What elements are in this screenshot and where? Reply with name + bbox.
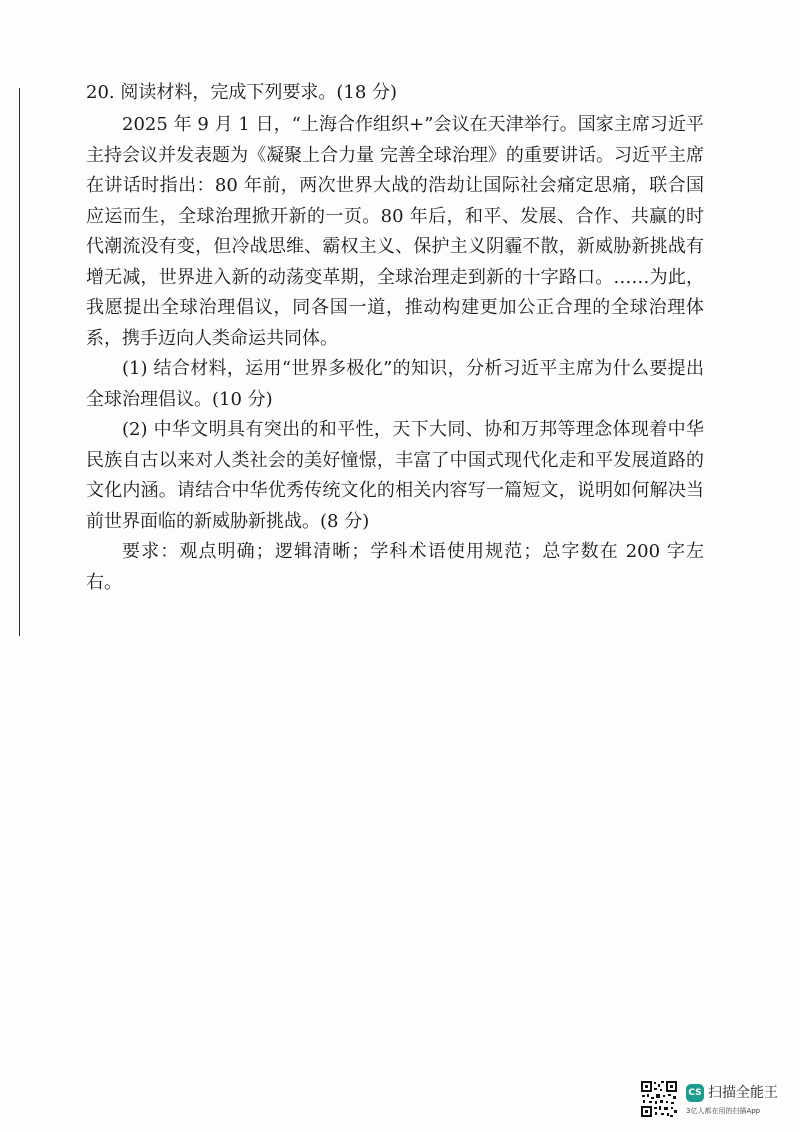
material-paragraph: 2025 年 9 月 1 日，“上海合作组织+”会议在天津举行。国家主席习近平主持会议并发表题为《凝聚上合力量 完善全球治理》的重要讲话。习近平主席在讲话时指出：80 年前，两次世界大战的浩劫让国际社会痛定思痛，联合国应运而生，全球治理掀开新的一页。80 年后，和平、发展、合作、共赢的时代潮流没有变，但冷战思维、霸权主义、保护主义阴霾不散，新威胁新挑战有增无减，世界进入新的动荡变革期，全球治理走到新的十字路口。……为此，我愿提出全球治理倡议，同各国一道，推动构建更加公正合理的全球治理体系，携手迈向人类命运共同体。 xyxy=(86,114,704,349)
sub-question-2: (2) 中华文明具有突出的和平性，天下大同、协和万邦等理念体现着中华民族自古以来对人类社会的美好憧憬，丰富了中国式现代化走和平发展道路的文化内涵。请结合中华优秀传统文化的相关内容写一篇短文，说明如何解决当前世界面临的新威胁新挑战。(8 分) xyxy=(86,419,704,532)
margin-rule xyxy=(19,88,20,636)
question-block xyxy=(86,78,704,598)
scanner-watermark xyxy=(640,1080,790,1120)
camscanner-logo-icon: CS xyxy=(686,1084,704,1102)
requirements-text: 要求：观点明确；逻辑清晰；学科术语使用规范；总字数在 200 字左右。 xyxy=(86,541,704,593)
brand-name: 扫描全能王 xyxy=(708,1085,778,1101)
brand-tagline: 3亿人都在用的扫描App xyxy=(686,1107,761,1115)
sub-question-1: (1) 结合材料，运用“世界多极化”的知识，分析习近平主席为什么要提出全球治理倡议。(10 分) xyxy=(86,358,704,410)
qr-code-icon xyxy=(640,1080,678,1118)
question-heading: 20. 阅读材料，完成下列要求。(18 分) xyxy=(86,82,398,103)
